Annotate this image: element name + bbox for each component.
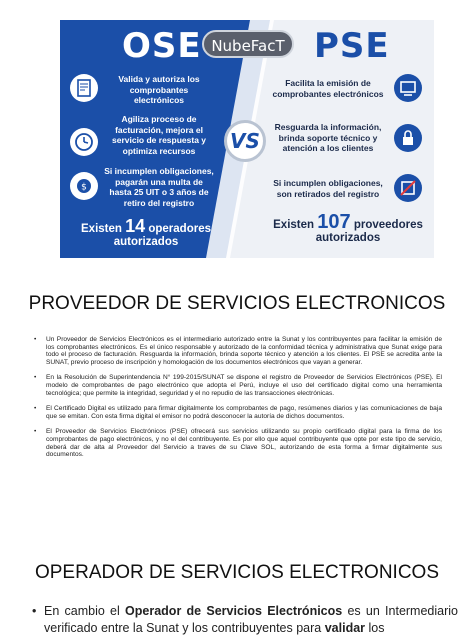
ose-title: OSE (122, 26, 202, 66)
pse-item-2: Resguarda la información, brinda soporte técnico y atención a los clientes (274, 122, 382, 153)
fine-money-icon (70, 172, 98, 200)
ose-footer-pre: Existen (81, 223, 122, 235)
section1-bullet-4: • El Proveedor de Servicios Electrónicos (PSE) ofrecerá sus servicios utilizando su propio certificado digital para la firma de los comprobantes de pago electrónicos, y no el del contribuyente. Es por ello que aquel contribuyente que opte por este tipo de servicio, deberá dar de alta al Proveedor del Servicio a traves de su Clave SOL, autorizando de esta forma a firmar digitalmente sus documentos. (32, 428, 442, 458)
svg-text:$: $ (81, 182, 87, 193)
pse-footer-pre: Existen (273, 219, 315, 231)
remove-registry-icon (394, 174, 422, 202)
lock-icon (394, 124, 422, 152)
vs-badge: VS (224, 120, 266, 162)
section1-bullet-1: • Un Proveedor de Servicios Electrónicos es el intermediario autorizado entre la Sunat y los contribuyentes para facilitar la emisión de los comprobantes electrónicos. Es el único responsable y autorizado de la conformidad técnica y administrativa que Sunat exige para todo el proceso de facturación. Resguarda la información, brinda soporte técnico y atención a los clientes. El PSE se acredita ante la SUNAT, previo proceso de inscripción y homologación de los documentos electrónicos que vayan a generar. (32, 336, 442, 366)
ose-count: 14 (125, 216, 146, 236)
section1-title: PROVEEDOR DE SERVICIOS ELECTRONICOS (28, 293, 446, 314)
section1-bullet-2: • En la Resolución de Superintendencia N° 199-2015/SUNAT se dispone el registro de Proveedor de Servicios Electrónicos (PSE). El modelo de comprobantes de pago electrónico que adopta el Perú, incluye el uso del certificado digital como una herramienta tecnológica; que permite la integridad, seguridad y el no repudio de las transacciones electrónicas. (32, 374, 442, 397)
ose-item-3: Si incumplen obligaciones, pagarán una multa de hasta 25 UIT o 3 años de retiro del registro (104, 166, 214, 208)
clock-speed-icon (70, 128, 98, 156)
ose-footer-post: operadores (148, 223, 211, 235)
section2-text-pre: En cambio el (44, 604, 120, 618)
ose-item-2: Agiliza proceso de facturación, mejora el servicio de respuesta y optimiza recursos (111, 114, 207, 156)
section1-bullet-3: • El Certificado Digital es utilizado para firmar digitalmente los comprobantes de pago, resúmenes diarios y las comunicaciones de baja que se emitan. Con esta firma digital el emisor no podrá desconocer la autoría de dichos documentos. (32, 405, 442, 420)
nubefact-logo: NubeFacT (202, 30, 294, 58)
ose-footer-line2: autorizados (113, 236, 179, 248)
pse-title: PSE (314, 26, 390, 66)
pse-item-1: Facilita la emisión de comprobantes electrónicos (272, 78, 384, 99)
ose-footer (66, 216, 226, 249)
computer-printer-icon (394, 74, 422, 102)
pse-count: 107 (317, 211, 351, 233)
pse-footer-line2: autorizados (315, 232, 381, 244)
section2-text-bold2: validar (324, 621, 366, 635)
pse-footer (266, 211, 430, 245)
pse-item-3: Si incumplen obligaciones, son retirados del registro (273, 178, 383, 199)
ose-vs-pse-infographic (60, 20, 434, 258)
section2-text-mid: es un Intermediario verificado entre la Sunat y los contribuyentes para (44, 604, 458, 635)
ose-item-1: Valida y autoriza los comprobantes electrónicos (118, 74, 200, 105)
section2-text-post: los (368, 621, 385, 635)
section2-text-bold: Operador de Servicios Electrónicos (125, 604, 343, 618)
document-check-icon (70, 74, 98, 102)
section1-bullets (32, 336, 442, 467)
section2-title: OPERADOR DE SERVICIOS ELECTRONICOS (34, 562, 439, 583)
pse-footer-post: proveedores (353, 219, 423, 231)
